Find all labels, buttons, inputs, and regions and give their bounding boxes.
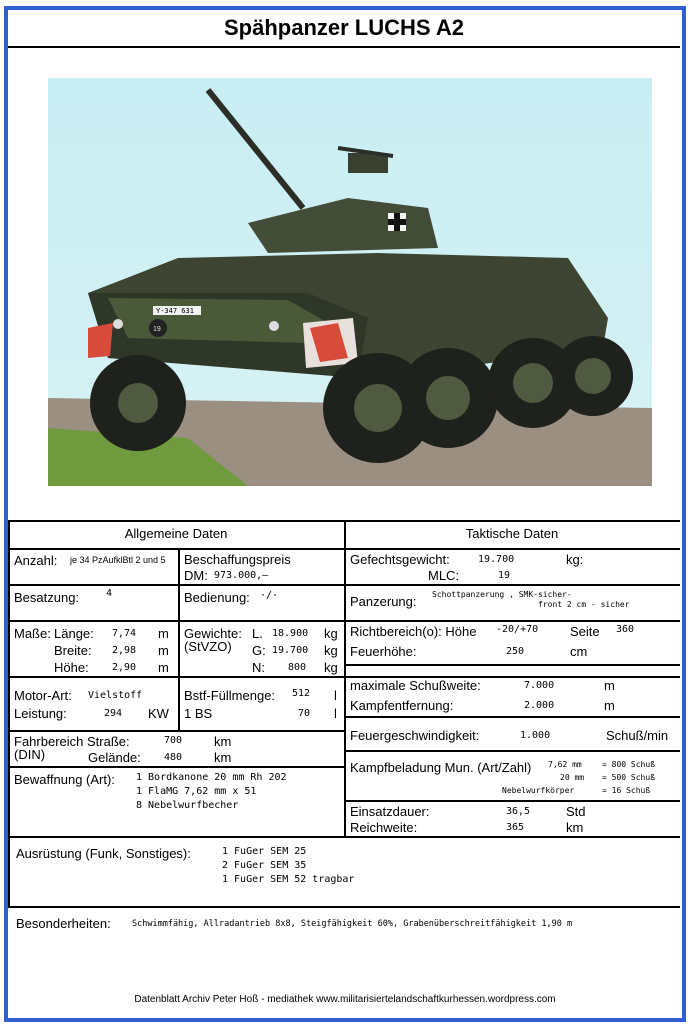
reichweite-label: Reichweite: <box>350 820 418 835</box>
gewichte-label: Gewichte: <box>184 626 242 641</box>
seite-value: 360 <box>616 624 635 635</box>
l-label: L. <box>252 626 263 641</box>
besatzung-value: 4 <box>106 588 113 599</box>
leistung-unit: KW <box>148 706 169 721</box>
ausruestung-line-2: 2 FuGer SEM 35 <box>222 860 307 871</box>
bstf-unit: l <box>334 688 337 703</box>
beladung-b-1: = 800 Schuß <box>602 760 655 769</box>
footer-credit: Datenblatt Archiv Peter Hoß - mediathek www.militarisiertelandschaftkurhessen.wordpress.com <box>134 994 556 1005</box>
l-unit: kg <box>324 626 338 641</box>
stvzo-label: (StVZO) <box>184 639 232 654</box>
kampf-value: 2.000 <box>524 700 555 711</box>
page-title: Spähpanzer LUCHS A2 <box>8 10 680 48</box>
feuerhoehe-value: 250 <box>506 646 525 657</box>
hoehe-value: 2,90 <box>112 662 137 673</box>
mlc-value: 19 <box>498 570 511 581</box>
beschaffung-label: Beschaffungspreis <box>184 552 291 567</box>
feuerg-unit: Schuß/min <box>606 728 669 743</box>
n-label: N: <box>252 660 265 675</box>
beladung-a-3: Nebelwurfkörper <box>502 786 575 795</box>
bewaffnung-line-3: 8 Nebelwurfbecher <box>136 800 239 811</box>
g-label: G: <box>252 643 266 658</box>
dm-value: 973.000,— <box>214 570 269 581</box>
bedienung-value: ·/· <box>260 590 279 601</box>
fahrbereich-label: Fahrbereich Straße: <box>14 734 130 749</box>
bewaffnung-line-2: 1 FlaMG 7,62 mm x 51 <box>136 786 257 797</box>
tactical-number: 19 <box>153 326 161 333</box>
breite-unit: m <box>158 643 169 658</box>
feuerhoehe-label: Feuerhöhe: <box>350 644 417 659</box>
bewaffnung-label: Bewaffnung (Art): <box>14 772 115 787</box>
einsatz-unit: Std <box>566 804 586 819</box>
seite-label: Seite <box>570 624 600 639</box>
reichweite-unit: km <box>566 820 584 835</box>
feuerg-label: Feuergeschwindigkeit: <box>350 728 480 743</box>
reichweite-value: 365 <box>506 822 525 833</box>
gefecht-label: Gefechtsgewicht: <box>350 552 450 567</box>
richt-value: -20/+70 <box>496 624 539 635</box>
gelaende-value: 480 <box>164 752 183 763</box>
bedienung-label: Bedienung: <box>184 590 250 605</box>
bstf-value: 512 <box>292 688 311 699</box>
beladung-b-3: = 16 Schuß <box>602 786 651 795</box>
bs-label: 1 BS <box>184 706 213 721</box>
beladung-a-2: 20 mm <box>560 773 585 782</box>
motor-label: Motor-Art: <box>14 688 72 703</box>
bewaffnung-line-1: 1 Bordkanone 20 mm Rh 202 <box>136 772 287 783</box>
breite-value: 2,98 <box>112 645 137 656</box>
einsatz-label: Einsatzdauer: <box>350 804 430 819</box>
laenge-value: 7,74 <box>112 628 137 639</box>
tactical-heading: Taktische Daten <box>465 526 559 541</box>
leistung-label: Leistung: <box>14 706 67 721</box>
g-unit: kg <box>324 643 338 658</box>
feuerg-value: 1.000 <box>520 730 551 741</box>
kampf-unit: m <box>604 698 615 713</box>
bs-value: 70 <box>298 708 311 719</box>
beladung-a-1: 7,62 mm <box>548 760 582 769</box>
panzerung-value-2: front 2 cm - sicher <box>538 600 630 609</box>
laenge-label: Länge: <box>54 626 94 641</box>
plate-text: Y-347 631 <box>156 307 194 315</box>
gelaende-unit: km <box>214 750 232 765</box>
laenge-unit: m <box>158 626 169 641</box>
n-value: 800 <box>288 662 307 673</box>
richt-label: Richtbereich(o): Höhe <box>350 624 477 639</box>
strasse-unit: km <box>214 734 232 749</box>
ausruestung-line-1: 1 FuGer SEM 25 <box>222 846 307 857</box>
beladung-b-2: = 500 Schuß <box>602 773 655 782</box>
leistung-value: 294 <box>104 708 123 719</box>
anzahl-label: Anzahl: <box>14 553 58 568</box>
hoehe-label: Höhe: <box>54 660 89 675</box>
schuss-unit: m <box>604 678 615 693</box>
panzerung-label: Panzerung: <box>350 594 417 609</box>
anzahl-value: je 34 PzAufklBtl 2 und 5 <box>70 555 166 565</box>
besonderheiten-value: Schwimmfähig, Allradantrieb 8x8, Steigfähigkeit 60%, Grabenüberschreitfähigkeit 1,90 m <box>132 919 573 929</box>
masse-label: Maße: <box>14 626 51 641</box>
ausruestung-line-3: 1 FuGer SEM 52 tragbar <box>222 874 355 885</box>
ausruestung-label: Ausrüstung (Funk, Sonstiges): <box>16 846 191 861</box>
beladung-label: Kampfbeladung Mun. (Art/Zahl) <box>350 760 532 775</box>
vehicle-illustration <box>48 78 652 486</box>
mlc-label: MLC: <box>428 568 460 583</box>
besatzung-label: Besatzung: <box>14 590 80 605</box>
schuss-label: maximale Schußweite: <box>350 678 481 693</box>
gefecht-unit: kg: <box>566 552 584 567</box>
breite-label: Breite: <box>54 643 92 658</box>
vehicle-photo <box>48 78 652 486</box>
bstf-label: Bstf-Füllmenge: <box>184 688 276 703</box>
gefecht-value: 19.700 <box>478 554 515 565</box>
hoehe-unit: m <box>158 660 169 675</box>
strasse-value: 700 <box>164 735 183 746</box>
bs-unit: l <box>334 706 337 721</box>
panzerung-value: Schottpanzerung , SMK-sicher- <box>432 590 572 599</box>
schuss-value: 7.000 <box>524 680 555 691</box>
l-value: 18.900 <box>272 628 309 639</box>
general-heading: Allgemeine Daten <box>124 526 228 541</box>
gelaende-label: Gelände: <box>88 750 141 765</box>
einsatz-value: 36,5 <box>506 806 531 817</box>
feuerhoehe-unit: cm <box>570 644 588 659</box>
dm-label: DM: <box>184 568 208 583</box>
besonderheiten-label: Besonderheiten: <box>16 916 111 931</box>
din-label: (DIN) <box>14 747 46 762</box>
kampf-label: Kampfentfernung: <box>350 698 454 713</box>
motor-value: Vielstoff <box>88 690 143 701</box>
g-value: 19.700 <box>272 645 309 656</box>
n-unit: kg <box>324 660 338 675</box>
